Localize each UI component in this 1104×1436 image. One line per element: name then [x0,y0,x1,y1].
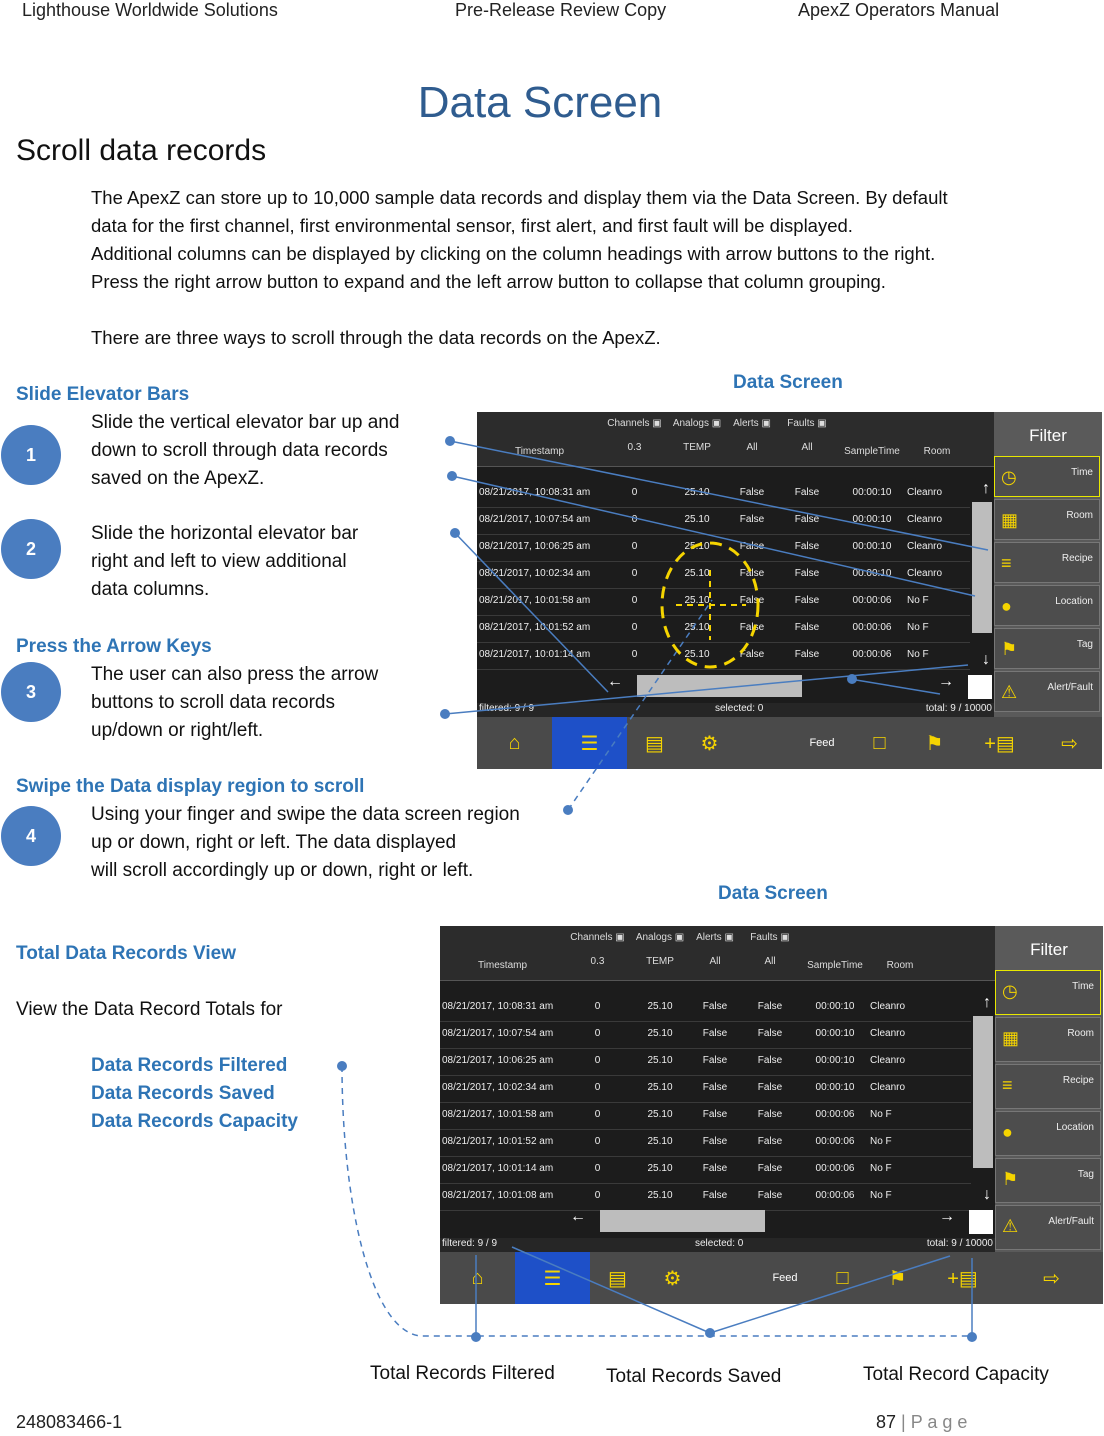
feed-label: Feed [809,737,835,749]
table-cell: 25.10 [684,487,710,498]
page-word: | P a g e [901,1412,968,1432]
document-icon[interactable]: ▤ [627,717,683,769]
table-cell: 25.10 [684,568,710,579]
table-cell: False [757,1163,783,1174]
marker-3: 3 [1,662,61,722]
column-header[interactable]: 0.3 [590,956,605,967]
table-cell: 25.10 [647,1028,673,1039]
table-cell: 0 [594,1136,601,1147]
table-cell: 25.10 [684,514,710,525]
pointer-dot [705,1328,715,1338]
text-line: Slide the horizontal elevator bar [91,523,359,544]
expand-icon[interactable]: ▣ [615,932,625,943]
table-cell: 00:00:10 [852,487,892,498]
table-cell: False [702,1163,728,1174]
table-cell: Cleanro [870,1001,906,1012]
table-cell: 25.10 [684,595,710,606]
table-cell: 25.10 [647,1190,673,1201]
list-icon: ≡ [1001,553,1012,573]
list-view-icon[interactable]: ☰ [552,717,628,769]
column-header[interactable]: SampleTime [844,446,900,457]
table-cell: 08/21/2017, 10:07:54 am [442,1028,554,1039]
home-icon[interactable]: ⌂ [477,717,553,769]
intro-line: data for the first channel, first environmental sensor, first alert, and first fault will be displayed. [91,215,853,236]
pointer-dot [471,1332,481,1342]
warning-icon: ⚠ [1001,682,1018,702]
intro-line: Press the right arrow button to expand and the left arrow button to collapse that column grouping. [91,271,886,292]
table-cell: False [794,649,820,660]
table-cell: False [739,568,765,579]
tag-icon: ⚑ [1002,1169,1019,1189]
list-icon: ≡ [1002,1075,1013,1095]
status-selected: selected: 0 [715,703,764,714]
table-cell: 00:00:06 [815,1136,855,1147]
table-cell: False [794,568,820,579]
table-cell: No F [907,622,929,633]
table-cell: False [702,1136,728,1147]
add-document-icon[interactable]: +▤ [925,1252,1001,1304]
expand-icon[interactable]: ▣ [780,932,790,943]
scroll-down-arrow-icon[interactable]: ↓ [983,1186,991,1203]
status-filtered: filtered: 9 / 9 [479,703,535,714]
total-item-filtered: Data Records Filtered [91,1055,288,1076]
table-cell: False [757,1082,783,1093]
filter-label: Recipe [1062,1075,1094,1086]
text-line: up/down or right/left. [91,720,264,741]
three-ways-text: There are three ways to scroll through the data records on the ApexZ. [91,327,661,348]
text-line: saved on the ApexZ. [91,468,265,489]
table-cell: 00:00:10 [815,1001,855,1012]
scroll-right-arrow-icon[interactable]: → [939,1208,955,1225]
page-number: 87 [876,1412,897,1432]
scroll-up-arrow-icon[interactable]: ↑ [983,994,991,1011]
table-cell: False [702,1190,728,1201]
table-cell: 08/21/2017, 10:01:08 am [442,1190,554,1201]
table-cell: False [757,1190,783,1201]
table-cell: 00:00:06 [852,622,892,633]
table-cell: 08/21/2017, 10:08:31 am [442,1001,554,1012]
method-heading-arrows: Press the Arrow Keys [16,636,212,657]
table-cell: 25.10 [647,1163,673,1174]
status-total: total: 9 / 10000 [925,703,992,714]
tag-icon[interactable]: ⚑ [907,717,963,769]
header-right: ApexZ Operators Manual [798,0,1000,20]
table-cell: 0 [594,1055,601,1066]
group-label: Channels [607,418,650,429]
status-selected: selected: 0 [695,1238,744,1249]
total-item-capacity: Data Records Capacity [91,1111,298,1132]
location-pin-icon: ● [1002,1122,1013,1142]
filter-label: Alert/Fault [1047,682,1093,693]
table-cell: False [702,1001,728,1012]
filter-label: Location [1055,596,1093,607]
table-cell: 0 [594,1190,601,1201]
scroll-up-arrow-icon[interactable]: ↑ [982,480,990,497]
group-label: Analogs [635,932,672,943]
filter-title: Filter [1030,940,1068,959]
gear-icon[interactable]: ⚙ [682,717,738,769]
pointer-line [710,1256,950,1333]
pointer-dot [440,709,450,719]
column-header[interactable]: Room [886,960,914,971]
table-cell: 00:00:10 [815,1055,855,1066]
table-cell: 08/21/2017, 10:02:34 am [479,568,591,579]
trash-icon[interactable]: □ [815,1252,871,1304]
table-cell: False [757,1055,783,1066]
column-header[interactable]: SampleTime [807,960,863,971]
swipe-pointer [568,600,712,810]
group-label: Faults [750,932,778,943]
text-line: will scroll accordingly up or down, right or left. [91,860,474,881]
status-total: total: 9 / 10000 [926,1238,993,1249]
clock-icon: ◷ [1002,981,1018,1001]
table-cell: 0 [594,1001,601,1012]
text-line: Slide the vertical elevator bar up and [91,412,400,433]
gear-icon[interactable]: ⚙ [645,1252,701,1304]
trash-icon[interactable]: □ [852,717,908,769]
table-cell: False [794,514,820,525]
table-cell: 0 [631,649,638,660]
table-cell: False [702,1028,728,1039]
table-cell: 00:00:06 [852,649,892,660]
pointer-line [450,441,988,550]
list-view-icon[interactable]: ☰ [515,1252,591,1304]
pointer-dot [563,805,573,815]
column-header[interactable]: All [709,956,721,967]
scroll-left-arrow-icon[interactable]: ← [607,673,623,690]
pointer-dot [847,674,857,684]
expand-icon[interactable]: ▣ [817,418,827,429]
table-cell: 25.10 [647,1055,673,1066]
table-cell: Cleanro [907,514,943,525]
table-cell: 0 [631,568,638,579]
page-title: Data Screen [417,78,663,127]
table-cell: 08/21/2017, 10:01:14 am [479,649,591,660]
table-cell: Cleanro [870,1082,906,1093]
text-line: right and left to view additional [91,551,347,572]
section-heading: Scroll data records [16,134,267,167]
column-header[interactable]: TEMP [646,956,674,967]
total-lead: View the Data Record Totals for [16,999,283,1020]
marker-2: 2 [1,519,61,579]
table-cell: 25.10 [684,541,710,552]
table-cell: 08/21/2017, 10:06:25 am [442,1055,554,1066]
column-header[interactable]: All [746,442,758,453]
table-cell: 08/21/2017, 10:02:34 am [442,1082,554,1093]
expand-icon[interactable]: ▣ [724,932,734,943]
table-cell: No F [870,1163,892,1174]
column-header[interactable]: TEMP [683,442,711,453]
table-cell: 00:00:10 [815,1082,855,1093]
group-label: Alerts [733,418,759,429]
method-heading-elevator: Slide Elevator Bars [16,384,190,405]
column-header[interactable]: 0.3 [627,442,642,453]
table-cell: No F [907,595,929,606]
table-cell: 00:00:10 [852,568,892,579]
exit-icon[interactable]: ⇨ [1000,1252,1103,1304]
column-header[interactable]: Room [923,446,951,457]
table-cell: Cleanro [907,568,943,579]
footer-docnum: 248083466-1 [16,1412,123,1432]
filter-label: Recipe [1061,553,1093,564]
filter-label: Time [1071,467,1093,478]
caption-data-screen-1: Data Screen [733,372,843,393]
text-line: down to scroll through data records [91,440,388,461]
table-cell: No F [870,1136,892,1147]
table-cell: 00:00:10 [852,514,892,525]
table-cell: 08/21/2017, 10:08:31 am [479,487,591,498]
status-filtered: filtered: 9 / 9 [442,1238,498,1249]
text-line: The user can also press the arrow [91,664,379,685]
pointer-dot [337,1061,347,1071]
table-cell: No F [870,1109,892,1120]
callout-total-saved: Total Records Saved [606,1366,782,1387]
table-cell: 25.10 [684,649,710,660]
tag-icon[interactable]: ⚑ [870,1252,926,1304]
intro-line: Additional columns can be displayed by clicking on the column headings with arrow buttons to the right. [91,243,936,264]
table-cell: False [757,1136,783,1147]
table-cell: 00:00:06 [815,1163,855,1174]
pointer-dot [967,1332,977,1342]
table-cell: 0 [631,595,638,606]
clock-icon: ◷ [1001,467,1017,487]
column-header[interactable]: Timestamp [514,446,565,457]
pointer-line [455,533,608,692]
total-item-saved: Data Records Saved [91,1083,275,1104]
table-cell: 25.10 [684,622,710,633]
table-cell: No F [870,1190,892,1201]
table-cell: 08/21/2017, 10:07:54 am [479,514,591,525]
column-header[interactable]: Timestamp [477,960,528,971]
table-cell: 0 [631,487,638,498]
table-cell: False [794,622,820,633]
table-cell: False [702,1109,728,1120]
table-cell: False [739,595,765,606]
expand-icon[interactable]: ▣ [652,418,662,429]
filter-label: Room [1066,510,1093,521]
table-cell: 00:00:06 [852,595,892,606]
table-cell: 25.10 [647,1109,673,1120]
scroll-left-arrow-icon[interactable]: ← [570,1208,586,1225]
swipe-gesture [662,543,758,667]
table-cell: False [739,514,765,525]
table-cell: 00:00:10 [852,541,892,552]
column-header[interactable]: All [801,442,813,453]
pointer-line [512,1247,710,1333]
table-cell: 0 [631,541,638,552]
scroll-right-arrow-icon[interactable]: → [938,673,954,690]
table-cell: 25.10 [647,1001,673,1012]
table-cell: False [794,487,820,498]
table-cell: False [739,649,765,660]
table-cell: False [739,541,765,552]
table-cell: 08/21/2017, 10:01:52 am [442,1136,554,1147]
table-cell: 0 [594,1163,601,1174]
filter-title: Filter [1029,426,1067,445]
table-cell: False [757,1001,783,1012]
pointer-dot [447,471,457,481]
pointer-dot [445,436,455,446]
header-center: Pre-Release Review Copy [455,0,667,20]
table-cell: Cleanro [907,541,943,552]
table-cell: 0 [631,622,638,633]
filter-label: Tag [1076,639,1093,650]
table-cell: 25.10 [647,1082,673,1093]
table-cell: 0 [594,1028,601,1039]
table-cell: 08/21/2017, 10:01:14 am [442,1163,554,1174]
table-cell: 00:00:06 [815,1190,855,1201]
marker-4: 4 [1,806,61,866]
warning-icon: ⚠ [1002,1216,1019,1236]
column-header[interactable]: All [764,956,776,967]
table-cell: 0 [594,1082,601,1093]
group-label: Analogs [672,418,709,429]
tag-icon: ⚑ [1001,639,1018,659]
table-cell: False [739,622,765,633]
table-cell: False [739,487,765,498]
group-label: Alerts [696,932,722,943]
table-cell: False [702,1055,728,1066]
table-cell: 08/21/2017, 10:01:58 am [442,1109,554,1120]
feed-label: Feed [772,1272,798,1284]
table-cell: 08/21/2017, 10:01:52 am [479,622,591,633]
filter-label: Location [1056,1122,1094,1133]
table-cell: 0 [631,514,638,525]
method-heading-swipe: Swipe the Data display region to scroll [16,776,365,797]
text-line: data columns. [91,579,210,600]
expand-icon[interactable]: ▣ [761,418,771,429]
document-icon[interactable]: ▤ [590,1252,646,1304]
table-cell: No F [907,649,929,660]
text-line: buttons to scroll data records [91,692,335,713]
exit-icon[interactable]: ⇨ [1037,717,1102,769]
group-label: Channels [570,932,613,943]
table-cell: False [794,541,820,552]
group-label: Faults [787,418,815,429]
callout-total-filtered: Total Records Filtered [370,1363,555,1384]
filter-label: Tag [1077,1169,1094,1180]
building-icon: ▦ [1002,1028,1020,1048]
home-icon[interactable]: ⌂ [440,1252,516,1304]
table-cell: False [794,595,820,606]
expand-icon[interactable]: ▣ [711,418,722,429]
pointer-line [850,679,940,694]
table-cell: False [702,1082,728,1093]
totals-dashed-bracket [342,1066,972,1336]
table-cell: 00:00:10 [815,1028,855,1039]
table-cell: Cleanro [870,1055,906,1066]
intro-line: The ApexZ can store up to 10,000 sample data records and display them via the Data Screen. By default [91,187,948,208]
filter-label: Alert/Fault [1048,1216,1094,1227]
table-cell: 25.10 [647,1136,673,1147]
marker-1: 1 [1,425,61,485]
scroll-down-arrow-icon[interactable]: ↓ [982,651,990,668]
table-cell: 08/21/2017, 10:06:25 am [479,541,591,552]
header-left: Lighthouse Worldwide Solutions [22,0,278,20]
table-cell: 00:00:06 [815,1109,855,1120]
table-cell: 0 [594,1109,601,1120]
filter-label: Time [1072,981,1094,992]
table-cell: False [757,1028,783,1039]
add-document-icon[interactable]: +▤ [962,717,1038,769]
pointer-dot [450,528,460,538]
callout-total-capacity: Total Record Capacity [863,1364,1049,1385]
table-cell: Cleanro [907,487,943,498]
filter-label: Room [1067,1028,1094,1039]
expand-icon[interactable]: ▣ [674,932,685,943]
table-cell: 08/21/2017, 10:01:58 am [479,595,591,606]
table-cell: Cleanro [870,1028,906,1039]
total-heading: Total Data Records View [16,943,236,964]
footer-page [876,1412,967,1433]
table-cell: False [757,1109,783,1120]
building-icon: ▦ [1001,510,1019,530]
pointer-line [445,665,968,714]
text-line: up or down, right or left. The data displayed [91,832,457,853]
caption-data-screen-2: Data Screen [718,883,828,904]
location-pin-icon: ● [1001,596,1012,616]
text-line: Using your finger and swipe the data screen region [91,804,520,825]
